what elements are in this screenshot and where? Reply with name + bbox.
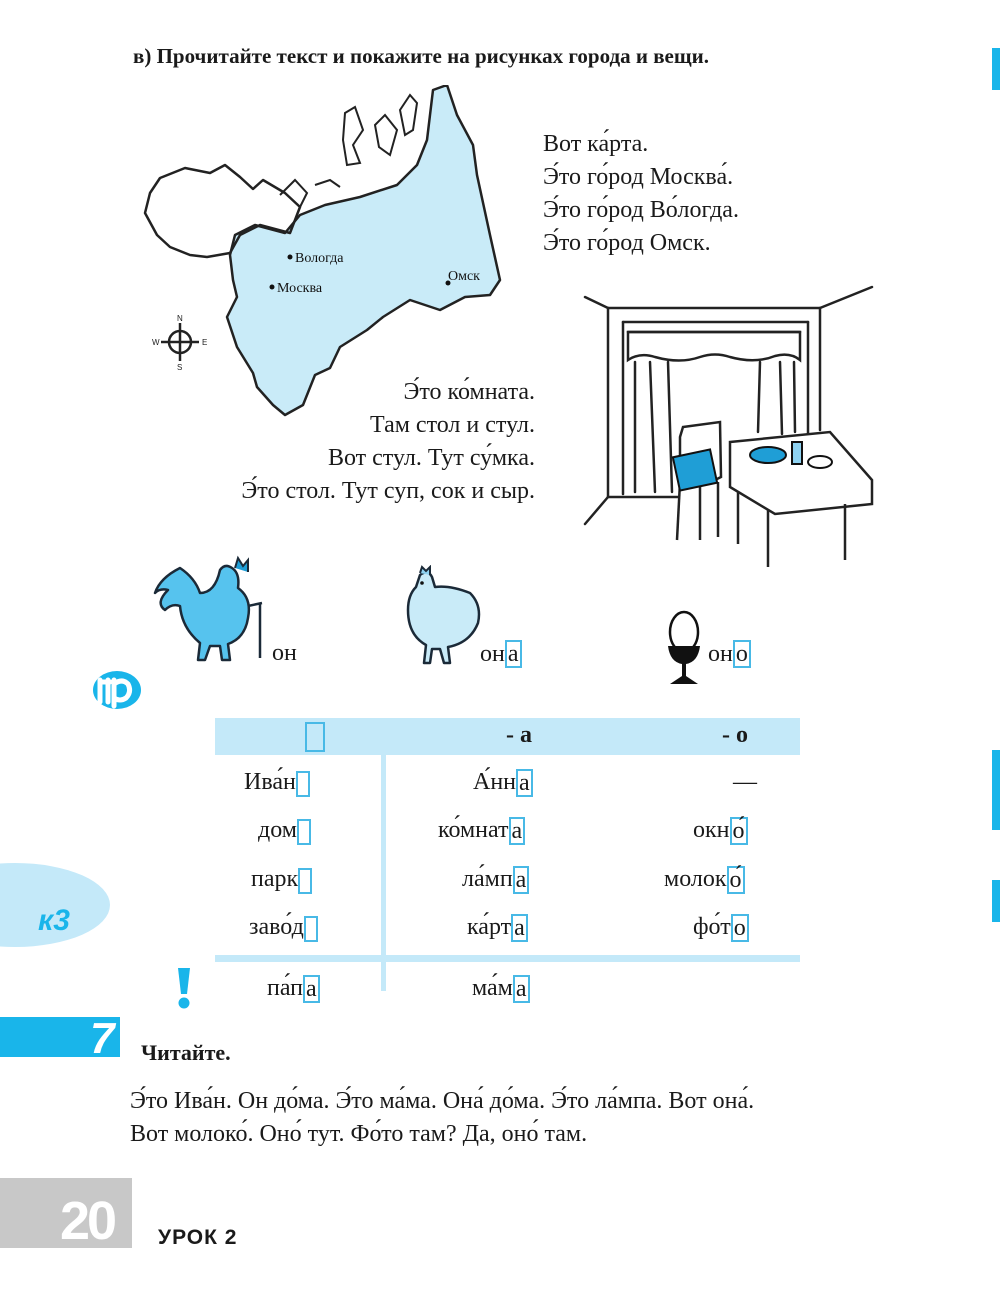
table-divider-horizontal (215, 955, 800, 962)
ending-box: о́ (730, 817, 748, 845)
text-line: Э́то Ива́н. Он до́ма. Э́то ма́ма. Она́ до́ма. Э́то ла́мпа. Вот она́. (130, 1088, 755, 1114)
map-label-omsk: Омск (448, 269, 480, 284)
text-line: Э́то го́род Москва́. (543, 164, 734, 190)
table-header-zero-ending (305, 722, 325, 752)
bag-icon (673, 449, 717, 490)
side-badge-k3 (0, 860, 110, 950)
ending-box: а (513, 866, 530, 894)
ending-box: о (733, 640, 751, 668)
exercise-number: 7 (90, 1014, 115, 1063)
ending-box: а (505, 640, 522, 668)
ending-box (297, 819, 311, 845)
map-landmass (227, 85, 500, 415)
text-line: Вот стул. Тут су́мка. (327, 445, 535, 471)
pronoun-ona: он а (480, 640, 522, 668)
svg-text:E: E (202, 338, 208, 347)
ending-box: а (516, 769, 533, 797)
text-line: Вот молоко́. Оно́ тут. Фо́то там? Да, оно́ там. (130, 1121, 588, 1147)
table-cell: ка́рт а (467, 912, 528, 942)
ending-box: а (509, 817, 526, 845)
room-illustration (580, 282, 880, 572)
lesson-label: УРОК 2 (158, 1226, 238, 1249)
rooster-icon (150, 548, 275, 668)
table-cell: А́нн а (473, 767, 533, 797)
table-cell: молок о́ (664, 864, 745, 894)
table-cell: Ива́н (244, 767, 310, 797)
text-line: Э́то стол. Тут суп, сок и сыр. (241, 478, 535, 504)
russia-map-illustration (135, 85, 515, 425)
grammar-logo-icon (92, 670, 142, 710)
glass-icon (792, 442, 802, 464)
hen-icon (400, 565, 485, 670)
table-cell: парк (251, 864, 312, 894)
map-text-block (543, 128, 739, 260)
text-line: Э́то ко́мната. (403, 379, 535, 405)
table-cell: заво́д (249, 912, 318, 942)
ending-box (304, 916, 318, 942)
text-line: Вот ка́рта. (543, 131, 649, 157)
ending-box: о (731, 914, 749, 942)
table-header-o: - о (722, 722, 748, 748)
text-line: Э́то го́род Омск. (543, 230, 711, 256)
text-line: Э́то го́род Во́логда. (543, 197, 739, 223)
ending-box: а (303, 975, 320, 1003)
map-label-vologda: Вологда (295, 251, 344, 266)
table-cell: окн о́ (693, 815, 748, 845)
table-cell-exception: ма́м а (472, 973, 530, 1003)
table-cell: ла́мп а (462, 864, 529, 894)
right-edge-tab (992, 48, 1000, 90)
table-cell: дом (258, 815, 311, 845)
exclamation-icon (175, 966, 193, 1010)
pronoun-on: он (272, 640, 297, 666)
cheese-plate-icon (808, 456, 832, 468)
table-cell: фо́т о (693, 912, 749, 942)
svg-text:S: S (177, 363, 183, 372)
page-number: 20 (60, 1191, 115, 1251)
exercise-title: Читайте. (141, 1040, 231, 1065)
map-label-moskva: Москва (277, 281, 323, 296)
svg-text:W: W (152, 338, 160, 347)
right-edge-tab (992, 750, 1000, 830)
exercise-text (130, 1085, 890, 1151)
table-cell: — (733, 769, 757, 795)
svg-text:к3: к3 (38, 904, 70, 937)
pronoun-ono: он о (708, 640, 751, 668)
svg-text:N: N (177, 314, 183, 323)
ending-box: о́ (727, 866, 745, 894)
compass-icon (152, 314, 207, 372)
right-edge-tab (992, 880, 1000, 922)
room-text-block (241, 376, 535, 508)
egg-in-cup-icon (664, 610, 704, 690)
ending-box (298, 868, 312, 894)
plate-icon (750, 447, 786, 463)
instruction-heading: в) Прочитайте текст и покажите на рисунках города и вещи. (133, 44, 709, 68)
table-header-a: - а (506, 722, 532, 748)
ending-box: а (513, 975, 530, 1003)
ending-box (296, 771, 310, 797)
table-cell: ко́мнат а (438, 815, 525, 845)
ending-box: а (511, 914, 528, 942)
text-line: Там стол и стул. (370, 412, 535, 438)
table-cell-exception: па́п а (267, 973, 320, 1003)
